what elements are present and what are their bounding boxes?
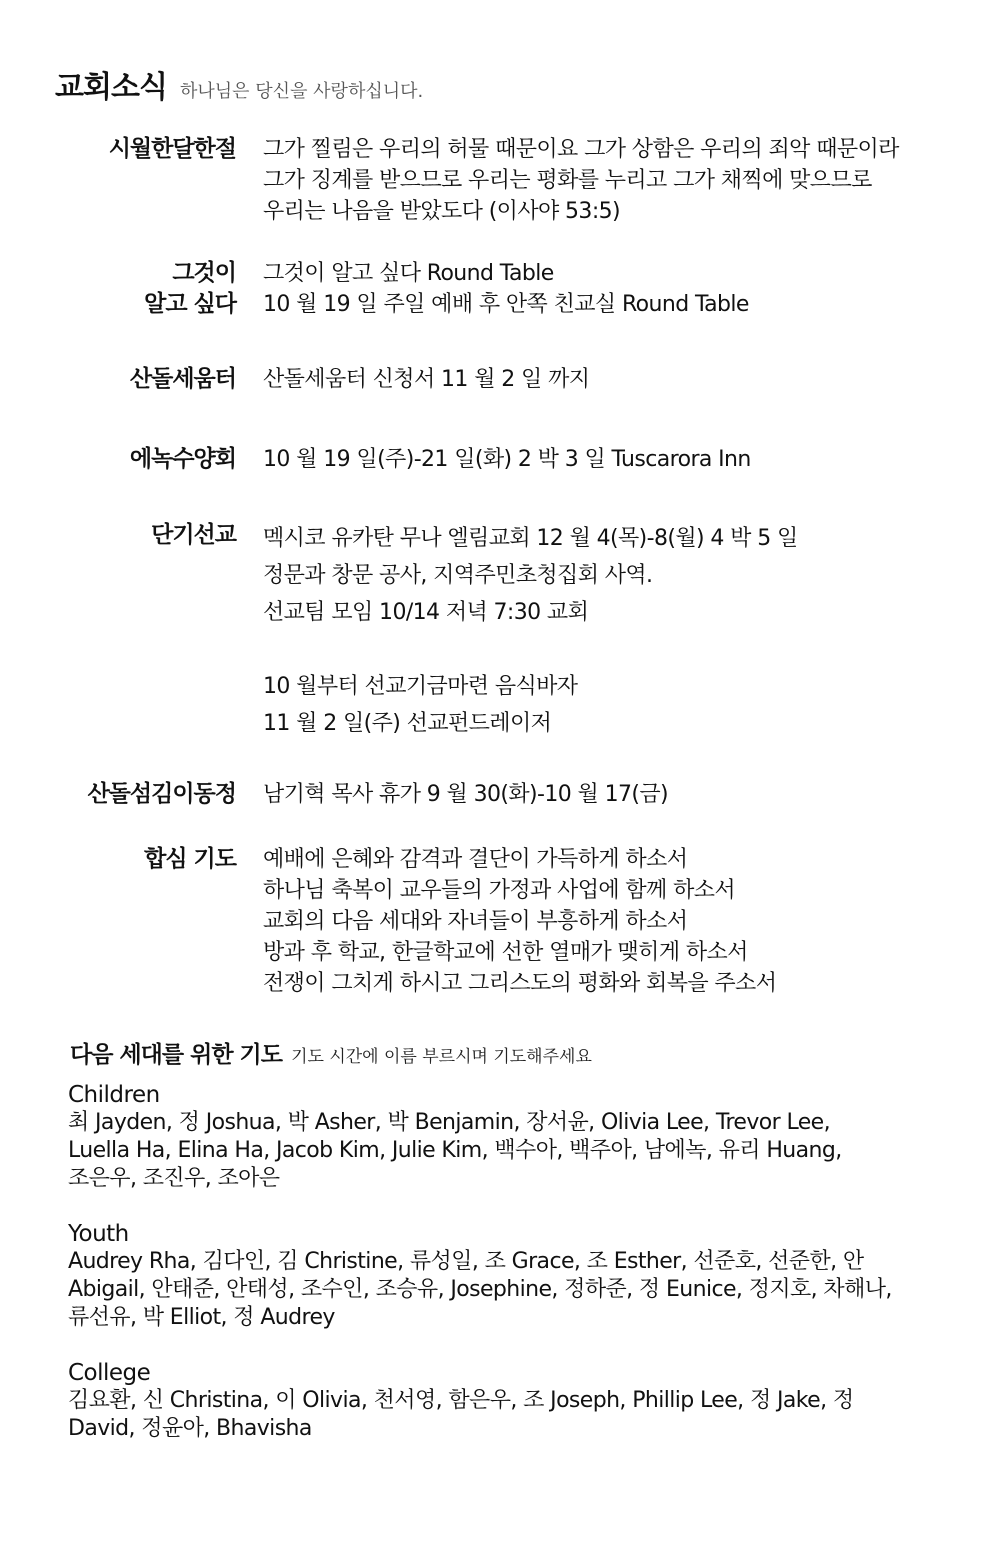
content-line: 멕시코 유카탄 무나 엘림교회 12 월 4(목)-8(월) 4 박 5 일	[263, 526, 798, 551]
section-content	[263, 520, 963, 742]
group-college	[68, 1359, 948, 1443]
content-line: 교회의 다음 세대와 자녀들이 부흥하게 하소서	[263, 909, 688, 934]
content-line: 방과 후 학교, 한글학교에 선한 열매가 맺히게 하소서	[263, 940, 748, 965]
section-content	[263, 444, 963, 475]
names-line: 김요환, 신 Christina, 이 Olivia, 천서영, 함은우, 조 Joseph, Phillip Lee, 정 Jake, 정	[68, 1388, 854, 1413]
group-children	[68, 1081, 948, 1193]
group-names	[68, 1109, 938, 1193]
section-label: 합심 기도	[144, 846, 236, 872]
prayer-subtitle: 기도 시간에 이름 부르시며 기도해주세요	[291, 1047, 592, 1067]
section-content	[263, 258, 963, 320]
group-title: Youth	[68, 1221, 129, 1247]
group-names	[68, 1387, 938, 1443]
section-content	[263, 779, 963, 810]
section-label: 그것이 알고 싶다	[144, 260, 236, 317]
content-line: 우리는 나음을 받았도다 (이사야 53:5)	[263, 199, 621, 224]
section-content	[263, 134, 963, 227]
content-line: 남기혁 목사 휴가 9 월 30(화)-10 월 17(금)	[263, 782, 668, 807]
names-line: David, 정윤아, Bhavisha	[68, 1416, 312, 1441]
section-label: 산돌세움터	[129, 366, 236, 392]
group-names	[68, 1248, 938, 1332]
group-title: College	[68, 1360, 151, 1386]
section-content	[263, 844, 963, 999]
names-line: 최 Jayden, 정 Joshua, 박 Asher, 박 Benjamin, 장서윤, Olivia Lee, Trevor Lee,	[68, 1110, 830, 1135]
group-youth	[68, 1220, 948, 1332]
next-generation-prayer-heading	[70, 1036, 592, 1069]
content-line: 11 월 2 일(주) 선교펀드레이저	[263, 711, 552, 736]
content-line: 선교팀 모임 10/14 저녁 7:30 교회	[263, 600, 589, 625]
content-line: 10 월 19 일 주일 예배 후 안쪽 친교실 Round Table	[263, 292, 749, 317]
content-line: 10 월 19 일(주)-21 일(화) 2 박 3 일 Tuscarora Inn	[263, 447, 751, 472]
content-line: 그가 징계를 받으므로 우리는 평화를 누리고 그가 채찍에 맞으므로	[263, 168, 872, 193]
section-content	[263, 364, 963, 395]
content-line: 산돌세움터 신청서 11 월 2 일 까지	[263, 367, 590, 392]
names-line: 조은우, 조진우, 조아은	[68, 1166, 280, 1191]
section-label: 단기선교	[151, 522, 236, 548]
content-line: 그가 찔림은 우리의 허물 때문이요 그가 상함은 우리의 죄악 때문이라	[263, 137, 899, 162]
content-line: 그것이 알고 싶다 Round Table	[263, 261, 554, 286]
section-label: 시월한달한절	[108, 136, 236, 162]
content-line: 하나님 축복이 교우들의 가정과 사업에 함께 하소서	[263, 878, 736, 903]
names-line: 류선유, 박 Elliot, 정 Audrey	[68, 1305, 335, 1330]
page-subtitle: 하나님은 당신을 사랑하십니다.	[180, 81, 424, 102]
content-line: 정문과 창문 공사, 지역주민초청집회 사역.	[263, 563, 653, 588]
section-label: 에녹수양회	[129, 446, 236, 472]
names-line: Luella Ha, Elina Ha, Jacob Kim, Julie Kim, 백수아, 백주아, 남에녹, 유리 Huang,	[68, 1138, 842, 1163]
section-label: 산돌섬김이동정	[87, 781, 236, 807]
content-line: 전쟁이 그치게 하시고 그리스도의 평화와 회복을 주소서	[263, 971, 777, 996]
page-header	[55, 62, 423, 106]
group-title: Children	[68, 1082, 160, 1108]
content-line: 10 월부터 선교기금마련 음식바자	[263, 674, 578, 699]
names-line: Audrey Rha, 김다인, 김 Christine, 류성일, 조 Grace, 조 Esther, 선준호, 선준한, 안	[68, 1249, 864, 1274]
page-title: 교회소식	[55, 70, 167, 105]
names-line: Abigail, 안태준, 안태성, 조수인, 조승유, Josephine, 정하준, 정 Eunice, 정지호, 차해나,	[68, 1277, 892, 1302]
prayer-title: 다음 세대를 위한 기도	[70, 1042, 282, 1068]
content-line: 예배에 은혜와 감격과 결단이 가득하게 하소서	[263, 847, 688, 872]
